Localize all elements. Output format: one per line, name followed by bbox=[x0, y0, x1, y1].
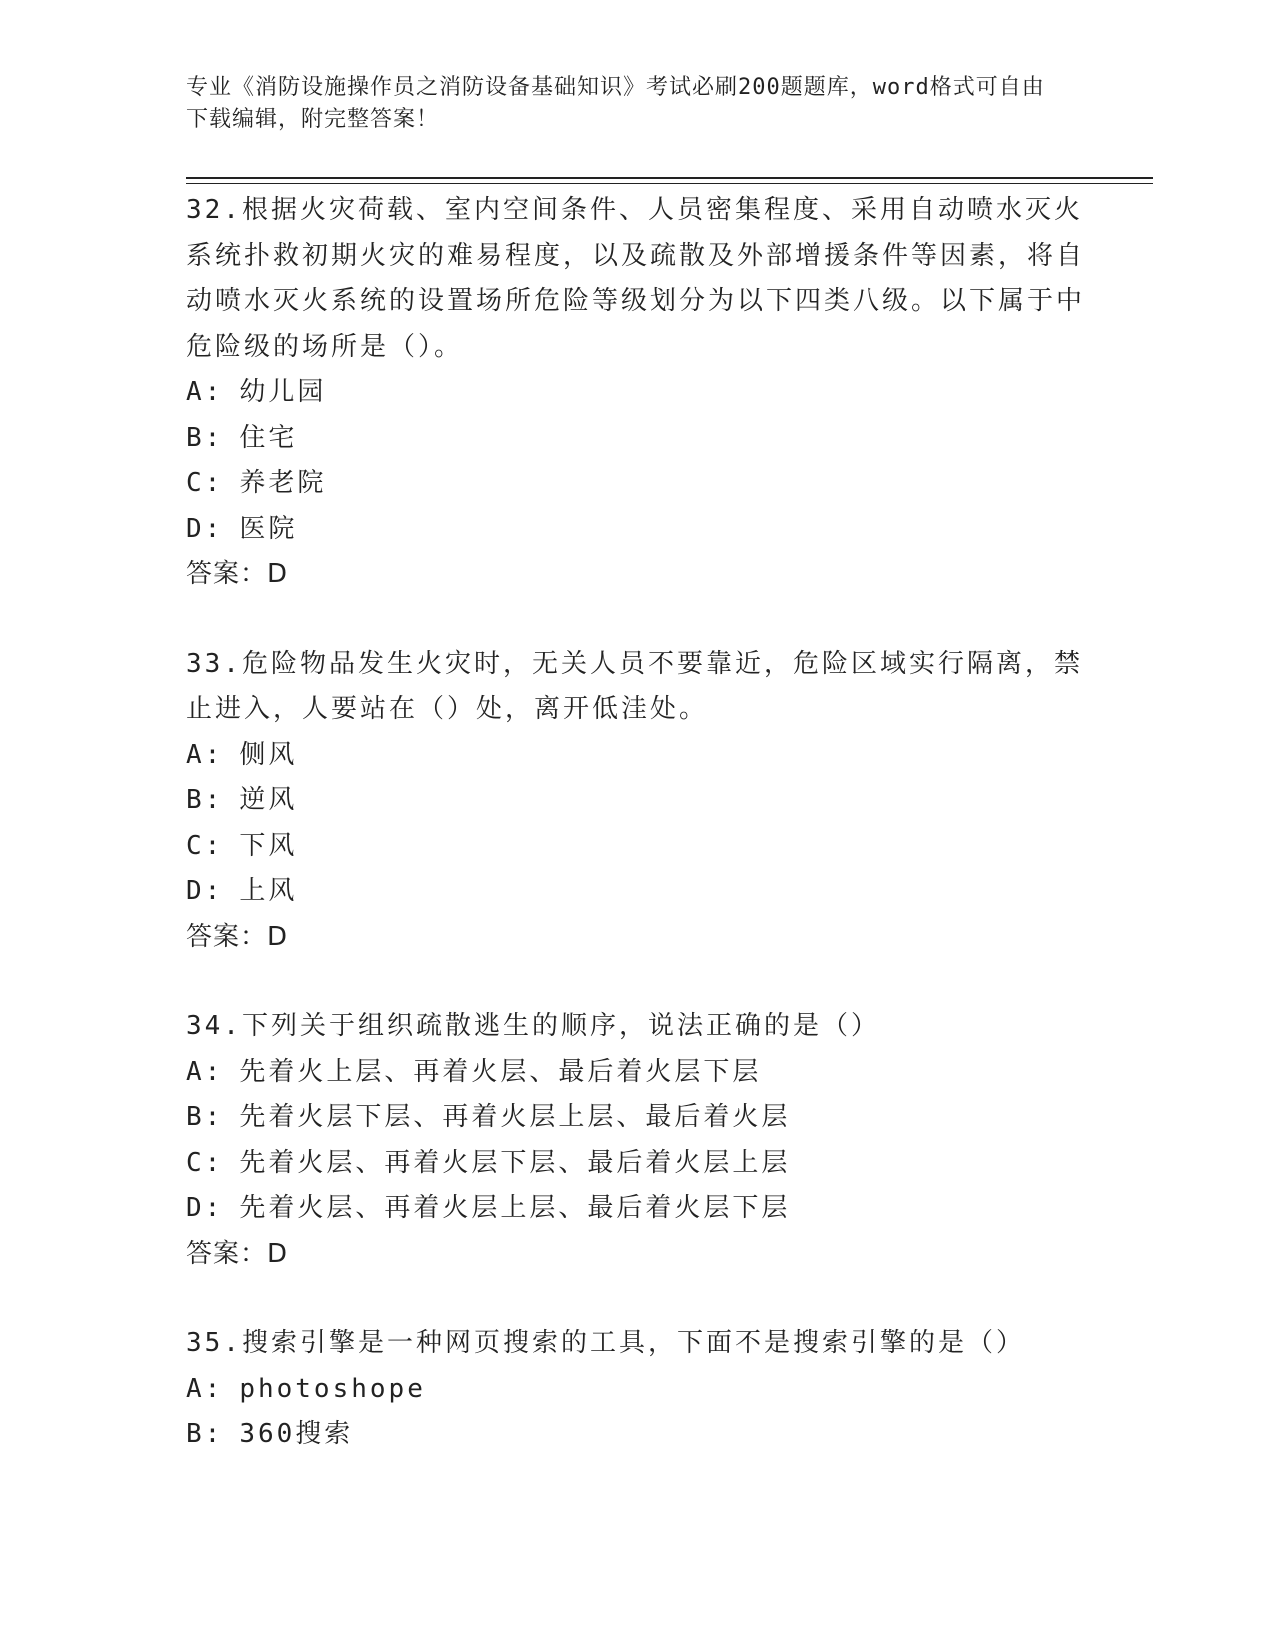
option-d bbox=[186, 869, 1086, 915]
question-stem: 33.危险物品发生火灾时，无关人员不要靠近，危险区域实行隔离，禁止进入，人要站在（）处，离开低洼处。 bbox=[186, 648, 1083, 724]
question-32 bbox=[186, 188, 1086, 598]
option-b bbox=[186, 1412, 1086, 1458]
option-text: photoshope bbox=[239, 1373, 426, 1404]
option-text: 先着火层、再着火层上层、最后着火层下层 bbox=[239, 1193, 791, 1223]
header-divider-thick bbox=[186, 177, 1153, 179]
question-stem: 32.根据火灾荷载、室内空间条件、人员密集程度、采用自动喷水灭火系统扑救初期火灾的难易程度，以及疏散及外部增援条件等因素，将自动喷水灭火系统的设置场所危险等级划分为以下四类八级。以下属于中危险级的场所是（）。 bbox=[186, 195, 1086, 362]
option-a bbox=[186, 1367, 1086, 1413]
question-stem: 35.搜索引擎是一种网页搜索的工具，下面不是搜索引擎的是（） bbox=[186, 1328, 1025, 1358]
option-key: B: bbox=[186, 1102, 224, 1132]
option-text: 幼儿园 bbox=[239, 377, 327, 407]
option-b bbox=[186, 1095, 1086, 1141]
option-text: 先着火层下层、再着火层上层、最后着火层 bbox=[239, 1102, 791, 1132]
option-key: A: bbox=[186, 377, 224, 407]
option-key: D: bbox=[186, 1193, 224, 1223]
question-34 bbox=[186, 1004, 1086, 1277]
option-d bbox=[186, 1186, 1086, 1232]
option-key: B: bbox=[186, 422, 224, 453]
option-text: 360搜索 bbox=[239, 1419, 354, 1449]
option-key: C: bbox=[186, 830, 224, 861]
option-text: 逆风 bbox=[239, 785, 298, 815]
option-list bbox=[186, 1367, 1086, 1458]
option-text: 医院 bbox=[239, 513, 298, 544]
question-list bbox=[186, 188, 1086, 1502]
option-text: 上风 bbox=[239, 876, 298, 906]
option-c bbox=[186, 824, 1086, 870]
option-d bbox=[186, 507, 1086, 553]
option-text: 侧风 bbox=[239, 739, 298, 770]
question-33 bbox=[186, 642, 1086, 961]
option-key: C: bbox=[186, 468, 224, 498]
option-list bbox=[186, 733, 1086, 915]
option-b bbox=[186, 778, 1086, 824]
option-key: B: bbox=[186, 785, 224, 815]
option-key: A: bbox=[186, 1056, 224, 1087]
option-text: 先着火上层、再着火层、最后着火层下层 bbox=[239, 1056, 762, 1087]
option-c bbox=[186, 1141, 1086, 1187]
option-key: B: bbox=[186, 1419, 224, 1449]
answer-line: 答案：D bbox=[186, 559, 289, 589]
document-header: 专业《消防设施操作员之消防设备基础知识》考试必刷200题题库，word格式可自由下载编辑，附完整答案！ bbox=[186, 75, 1045, 132]
question-stem: 34.下列关于组织疏散逃生的顺序，说法正确的是（） bbox=[186, 1011, 880, 1041]
option-a bbox=[186, 370, 1086, 416]
question-35 bbox=[186, 1321, 1086, 1458]
option-a bbox=[186, 733, 1086, 779]
answer-line: 答案：D bbox=[186, 921, 289, 952]
option-b bbox=[186, 416, 1086, 462]
option-text: 养老院 bbox=[239, 468, 327, 498]
option-text: 先着火层、再着火层下层、最后着火层上层 bbox=[239, 1147, 791, 1178]
option-a bbox=[186, 1050, 1086, 1096]
header-divider-thin bbox=[186, 183, 1153, 184]
option-text: 下风 bbox=[239, 830, 298, 861]
option-key: A: bbox=[186, 739, 224, 770]
option-list bbox=[186, 1050, 1086, 1232]
option-key: C: bbox=[186, 1147, 224, 1178]
option-key: A: bbox=[186, 1373, 224, 1404]
answer-line: 答案：D bbox=[186, 1238, 289, 1269]
option-text: 住宅 bbox=[239, 422, 298, 453]
option-list bbox=[186, 370, 1086, 552]
option-c bbox=[186, 461, 1086, 507]
option-key: D: bbox=[186, 876, 224, 906]
option-key: D: bbox=[186, 513, 224, 544]
